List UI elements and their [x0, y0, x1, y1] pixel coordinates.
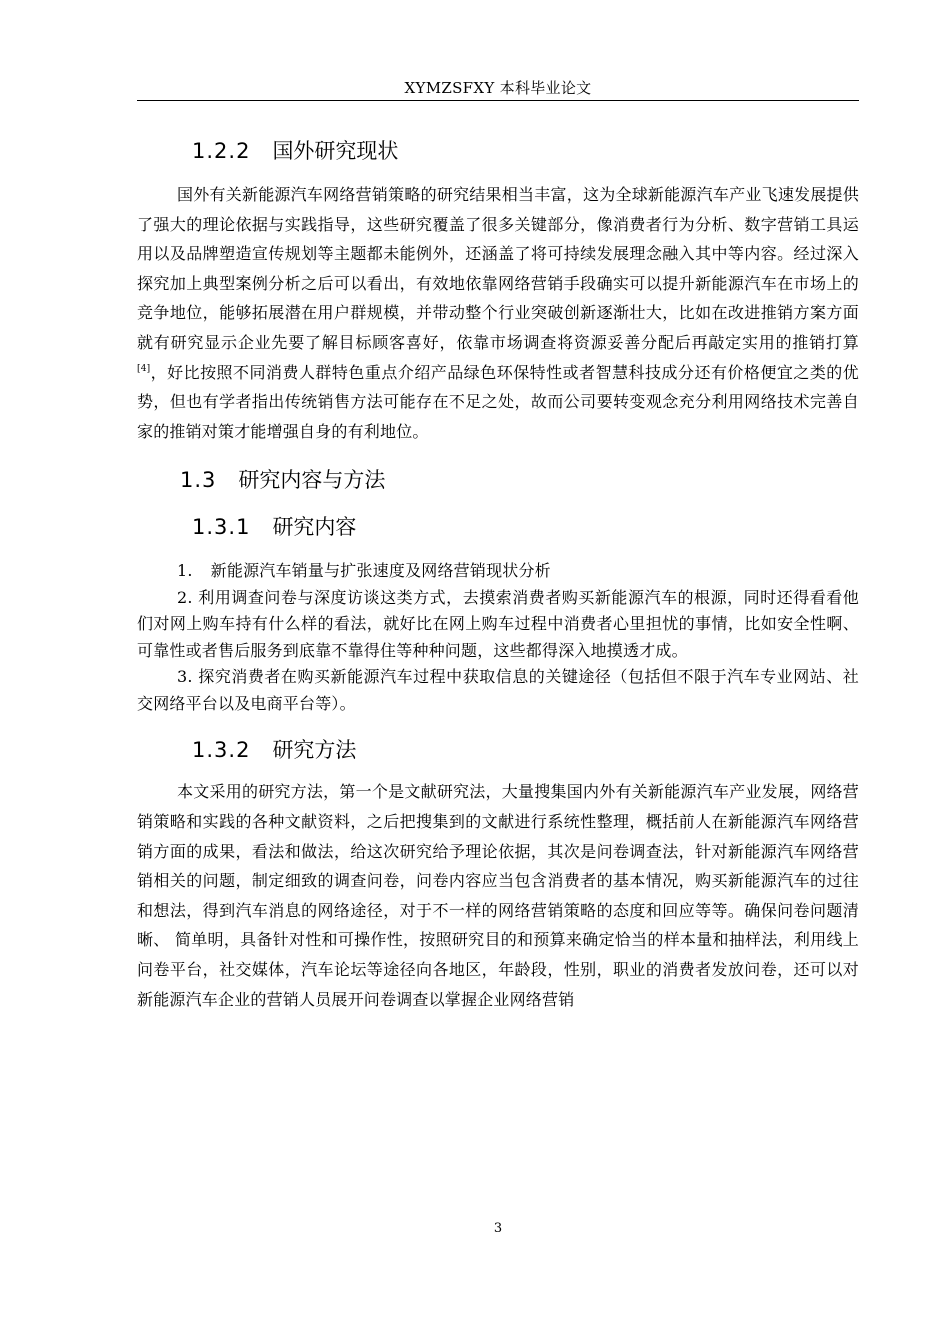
- paragraph-text: ，好比按照不同消费人群特色重点介绍产品绿色环保特性或者智慧科技成分还有价格便宜之类的优势，但也有学者指出传统销售方法可能存在不足之处，故而公司要转变观念充分利用网络技术完善自家的推销对策才能增强自身的有利地位。: [137, 362, 859, 441]
- section-number: 1.3.1: [192, 515, 251, 540]
- header-rule: [137, 100, 859, 101]
- paragraph-research-methods: 本文采用的研究方法，第一个是文献研究法，大量搜集国内外有关新能源汽车产业发展，网络营销策略和实践的各种文献资料，之后把搜集到的文献进行系统性整理，概括前人在新能源汽车网络营销方面的成果，看法和做法，给这次研究给予理论依据，其次是问卷调查法，针对新能源汽车网络营销相关的问题，制定细致的调查问卷，问卷内容应当包含消费者的基本情况，购买新能源汽车的过往和想法，得到汽车消息的网络途径，对于不一样的网络营销策略的态度和回应等等。确保问卷问题清晰、 简单明，具备针对性和可操作性，按照研究目的和预算来确定恰当的样本量和抽样法，利用线上问卷平台，社交媒体，汽车论坛等途径向各地区，年龄段，性别，职业的消费者发放问卷，还可以对新能源汽车企业的营销人员展开问卷调查以掌握企业网络营销: [137, 782, 859, 1009]
- section-title: 国外研究现状: [272, 139, 399, 163]
- running-header: XYMZSFXY 本科毕业论文: [404, 79, 592, 97]
- list-item: [137, 558, 859, 585]
- section-title: 研究内容与方法: [238, 468, 386, 493]
- heading-1-2-2: [137, 128, 859, 174]
- citation-ref: [4]: [137, 363, 151, 374]
- paragraph-text: 国外有关新能源汽车网络营销策略的研究结果相当丰富，这为全球新能源汽车产业飞速发展提供了强大的理论依据与实践指导，这些研究覆盖了很多关键部分，像消费者行为分析、数字营销工具运用以及品牌塑造宣传规划等主题都未能例外，还涵盖了将可持续发展理念融入其中等内容。经过深入探究加上典型案例分析之后可以看出，有效地依靠网络营销手段确实可以提升新能源汽车在市场上的竞争地位，能够拓展潜在用户群规模，并带动整个行业突破创新逐渐壮大，比如在改进推销方案方面就有研究显示企业先要了解目标顾客喜好，依靠市场调查将资源妥善分配后再敲定实用的推销打算: [137, 185, 859, 352]
- heading-1-3: [137, 456, 859, 504]
- heading-1-3-1: [137, 504, 859, 550]
- section-number: 1.2.2: [192, 139, 251, 163]
- section-title: 研究内容: [272, 515, 357, 540]
- page-body: [137, 128, 859, 1014]
- list-text: 利用调查问卷与深度访谈这类方式，去摸索消费者购买新能源汽车的根源，同时还得看看他们对网上购车持有什么样的看法，就好比在网上购车过程中消费者心里担忧的事情，比如安全性啊、可靠性或者售后服务到底靠不靠得住等种种问题，这些都得深入地摸透才成。: [137, 587, 859, 660]
- list-text: 新能源汽车销量与扩张速度及网络营销现状分析: [210, 561, 551, 581]
- section-title: 研究方法: [272, 738, 357, 763]
- list-number: 2.: [177, 587, 193, 607]
- heading-1-3-2: [137, 727, 859, 773]
- list-text: 探究消费者在购买新能源汽车过程中获取信息的关键途径（包括但不限于汽车专业网站、社交网络平台以及电商平台等）。: [137, 667, 859, 713]
- section-number: 1.3: [180, 468, 217, 493]
- list-item: [137, 664, 859, 717]
- paragraph-foreign-research: [137, 180, 859, 446]
- list-item: [137, 585, 859, 665]
- page-number: 3: [493, 1221, 503, 1236]
- list-number: 3.: [177, 667, 193, 687]
- section-number: 1.3.2: [192, 738, 251, 763]
- list-number: 1.: [177, 561, 193, 581]
